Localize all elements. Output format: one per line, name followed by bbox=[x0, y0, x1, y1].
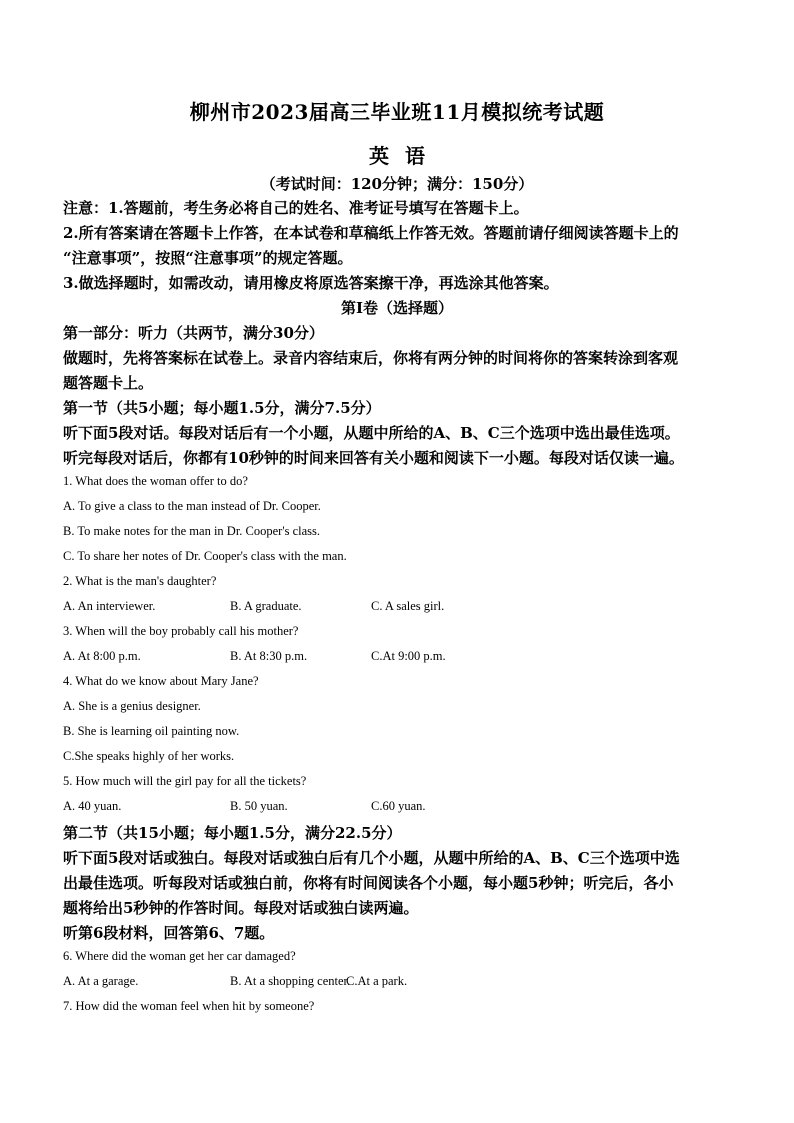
question-stem: 5. How much will the girl pay for all the tickets? bbox=[63, 774, 307, 788]
answer-option: B. She is learning oil painting now. bbox=[63, 724, 240, 738]
question-stem: 6. Where did the woman get her car damaged? bbox=[63, 949, 296, 963]
section1-instruction: 听下面5段对话。每段对话后有一个小题，从题中所给的A、B、C三个选项中选出最佳选项。 bbox=[63, 424, 680, 442]
answer-option: B. A graduate. bbox=[230, 599, 302, 613]
section2-heading: 第二节（共15小题；每小题1.5分，满分22.5分） bbox=[63, 824, 402, 842]
part1-heading: 第一部分：听力（共两节，满分30分） bbox=[63, 324, 324, 342]
section2-instruction: 听下面5段对话或独白。每段对话或独白后有几个小题，从题中所给的A、B、C三个选项中选 bbox=[63, 849, 680, 867]
answer-option: A. To give a class to the man instead of Dr. Cooper. bbox=[63, 499, 321, 513]
answer-option: C.She speaks highly of her works. bbox=[63, 749, 235, 763]
question-stem: 7. How did the woman feel when hit by someone? bbox=[63, 999, 315, 1013]
answer-option: B. To make notes for the man in Dr. Cooper's class. bbox=[63, 524, 321, 538]
question-stem: 2. What is the man's daughter? bbox=[63, 574, 217, 588]
answer-option: B. At 8:30 p.m. bbox=[230, 649, 308, 663]
note-line: 3.做选择题时，如需改动，请用橡皮将原选答案擦干净，再选涂其他答案。 bbox=[63, 274, 559, 292]
option-row bbox=[63, 599, 734, 617]
answer-option: A. At a garage. bbox=[63, 974, 139, 988]
section1-instruction: 听完每段对话后，你都有10秒钟的时间来回答有关小题和阅读下一小题。每段对话仅读一遍。 bbox=[63, 449, 684, 467]
answer-option: C.At a park. bbox=[346, 974, 408, 988]
option-row bbox=[63, 974, 734, 992]
exam-info: （考试时间：120分钟；满分：150分） bbox=[260, 175, 534, 193]
question-stem: 4. What do we know about Mary Jane? bbox=[63, 674, 259, 688]
answer-option: B. 50 yuan. bbox=[230, 799, 288, 813]
note-line: 注意：1.答题前，考生务必将自己的姓名、准考证号填写在答题卡上。 bbox=[63, 199, 529, 217]
part1-instruction: 做题时，先将答案标在试卷上。录音内容结束后，你将有两分钟的时间将你的答案转涂到客观 bbox=[63, 349, 679, 367]
subject-title: 英语 bbox=[369, 144, 441, 168]
option-row bbox=[63, 799, 734, 817]
volume-title: 第I卷（选择题） bbox=[340, 299, 454, 317]
answer-option: C.At 9:00 p.m. bbox=[371, 649, 446, 663]
question-stem: 3. When will the boy probably call his mother? bbox=[63, 624, 299, 638]
material-heading: 听第6段材料，回答第6、7题。 bbox=[63, 924, 275, 942]
section2-instruction: 出最佳选项。听每段对话或独白前，你将有时间阅读各个小题，每小题5秒钟；听完后，各小 bbox=[63, 874, 674, 892]
answer-option: C.60 yuan. bbox=[371, 799, 426, 813]
answer-option: A. 40 yuan. bbox=[63, 799, 122, 813]
option-row bbox=[63, 649, 734, 667]
part1-instruction: 题答题卡上。 bbox=[63, 374, 154, 392]
section2-instruction: 题将给出5秒钟的作答时间。每段对话或独白读两遍。 bbox=[63, 899, 419, 917]
note-line: 2.所有答案请在答题卡上作答，在本试卷和草稿纸上作答无效。答题前请仔细阅读答题卡上的 bbox=[63, 224, 679, 242]
answer-option: A. She is a genius designer. bbox=[63, 699, 201, 713]
note-line: “注意事项”，按照“注意事项”的规定答题。 bbox=[63, 249, 353, 267]
answer-option: C. To share her notes of Dr. Cooper's class with the man. bbox=[63, 549, 347, 563]
answer-option: A. An interviewer. bbox=[63, 599, 156, 613]
exam-title: 柳州市2023届高三毕业班11月模拟统考试题 bbox=[189, 100, 605, 124]
section1-heading: 第一节（共5小题；每小题1.5分，满分7.5分） bbox=[63, 399, 381, 417]
answer-option: A. At 8:00 p.m. bbox=[63, 649, 141, 663]
answer-option: B. At a shopping center. bbox=[230, 974, 351, 988]
question-stem: 1. What does the woman offer to do? bbox=[63, 474, 248, 488]
answer-option: C. A sales girl. bbox=[371, 599, 445, 613]
